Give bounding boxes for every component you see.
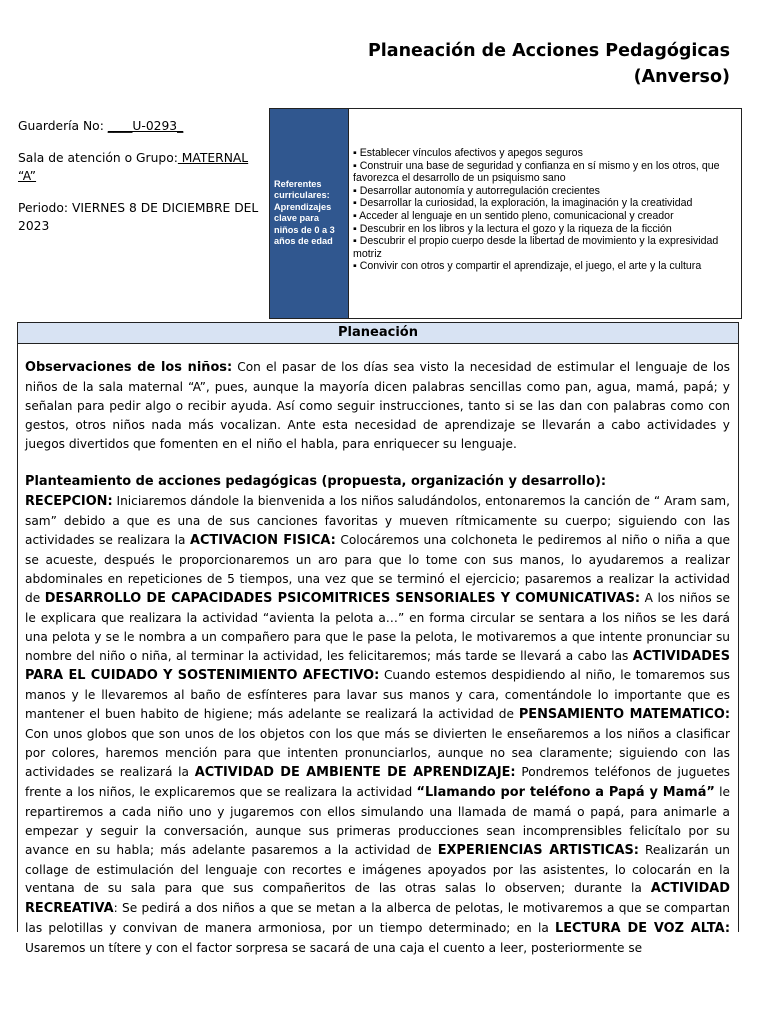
activity-text: Pondremos teléfonos de juguetes frente a los niños, le explicaremos que se realizara la actividad xyxy=(25,765,730,799)
referente-item: ▪ Descubrir en los libros y la lectura el gozo y la riqueza de la ficción xyxy=(353,222,672,235)
planteamiento-label: Planteamiento de acciones pedagógicas (propuesta, organización y desarrollo): xyxy=(25,474,606,490)
referente-item: ▪ Convivir con otros y compartir el aprendizaje, el juego, el arte y la cultura xyxy=(353,260,702,273)
observaciones-paragraph xyxy=(25,358,730,454)
activity-text: Usaremos un títere y con el factor sorpresa se sacará de una caja el cuento a leer, posteriormente se xyxy=(25,941,643,956)
activity-text: A los niños se le explicara que realizara la actividad “avienta la pelota a…” en forma circular se sentara a los niños se les dará una pelota y se le nombra a un compañero para que le pase la pelota, le motivaremos a que intente pronunciar su nombre del niño o niña, al terminar la actividad, les felicitaremos; más tarde se llevará a cabo las xyxy=(25,590,730,663)
sala-label: Sala de atención o Grupo: xyxy=(18,151,178,165)
guarderia-value: ____U-0293_ xyxy=(107,119,184,133)
activity-label: ACTIVACION FISICA: xyxy=(189,533,336,549)
planeacion-section xyxy=(17,322,739,956)
referente-item: ▪ Acceder al lenguaje en un sentido pleno, comunicacional y creador xyxy=(353,209,674,222)
activity-text: Colocáremos una colchoneta le pediremos al niño o niña a que se acueste, después le proporcionaremos un aro para que lo tome con sus manos, lo ayudaremos a realizar abdominales en repeticiones de 5 tiempos, una vez que se terminó el ejercicio; pasaremos a realizar la actividad de xyxy=(25,533,731,605)
observaciones-text: Con el pasar de los días sea visto la necesidad de estimular el lenguaje de los niños de la sala maternal “A”, pues, aunque la mayoría dicen palabras sencillas como pan, agua, mamá, papá; y señalan para pedir algo o recibir ayuda. Así como seguir instrucciones, tanto si se las dan con palabras como con gestos, otros niños nada más vocalizan. Ante esta necesidad de aprendizaje se llevarán a cabo actividades y juegos divertidos que fomenten en el niño el habla, para enriquecer su lenguaje. xyxy=(25,360,731,451)
page-title xyxy=(368,38,730,90)
activity-label: EXPERIENCIAS ARTISTICAS: xyxy=(437,842,639,858)
title-line-2: (Anverso) xyxy=(633,67,730,87)
guarderia-line xyxy=(18,117,268,135)
activity-label: ACTIVIDADES PARA EL CUIDADO Y SOSTENIMIENTO AFECTIVO: xyxy=(25,648,730,684)
planeacion-body xyxy=(18,344,738,958)
referentes-label: Referentes curriculares: Aprendizajes clave para niños de 0 a 3 años de edad xyxy=(270,109,349,318)
sala-value: MATERNAL “A” xyxy=(18,151,249,183)
periodo-value: VIERNES 8 DE DICIEMBRE DEL 2023 xyxy=(18,201,259,233)
planteamiento-paragraph xyxy=(25,492,730,958)
referentes-list xyxy=(349,109,741,318)
referente-item: ▪ Establecer vínculos afectivos y apegos seguros xyxy=(353,147,583,159)
title-line-1: Planeación de Acciones Pedagógicas xyxy=(367,41,730,61)
activity-text: Con unos globos que son unos de los objetos con los que más se divierten le enseñaremos a los niños a clasificar por colores, haremos mención para que intenten pronunciarlos, aunque no sea claramente; siguiendo con las actividades se realizará la xyxy=(25,727,730,780)
activity-label: LECTURA DE VOZ ALTA: xyxy=(555,921,730,937)
referentes-box xyxy=(269,108,742,319)
activity-label: DESARROLLO DE CAPACIDADES PSICOMITRICES SENSORIALES Y COMUNICATIVAS: xyxy=(44,590,641,606)
activity-text: Realizarán un collage de estimulación del lenguaje con recortes e imágenes apoyados por las asistentes, lo colocarán en la ventana de su sala para que sus compañeritos de las otras salas lo observen; durante la xyxy=(25,842,731,896)
referente-item: ▪ Desarrollar la curiosidad, la exploración, la imaginación y la creatividad xyxy=(353,197,693,210)
info-block xyxy=(18,117,268,235)
activity-text: : Se pedirá a dos niños a que se metan a la alberca de pelotas, le motivaremos a que se compartan las pelotillas y convivan de manera armoniosa, por un tiempo determinado; en la xyxy=(25,901,730,936)
sala-line xyxy=(18,149,268,185)
referente-item: ▪ Construir una base de seguridad y confianza en sí mismo y en los otros, que favorezca el desarrollo de un psiquismo sano xyxy=(353,159,720,185)
periodo-line xyxy=(18,199,268,235)
referente-item: ▪ Descubrir el propio cuerpo desde la libertad de movimiento y la expresividad motriz xyxy=(353,235,719,260)
activity-label: ACTIVIDAD DE AMBIENTE DE APRENDIZAJE: xyxy=(194,765,516,781)
activity-text: Cuando estemos despidiendo al niño, le tomaremos sus manos y le llevaremos al baño de esfínteres para lavar sus manos y cara, comentándole lo importante que es mantener el buen habito de higiene; más adelante se realizará la actividad de xyxy=(25,668,730,722)
referente-item: ▪ Desarrollar autonomía y autorregulación crecientes xyxy=(353,184,600,197)
planeacion-heading: Planeación xyxy=(18,323,738,344)
guarderia-label: Guardería No: xyxy=(18,119,104,133)
observaciones-label: Observaciones de los niños: xyxy=(25,360,233,375)
activity-text: Iniciaremos dándole la bienvenida a los niños saludándolos, entonaremos la canción de “ Aram sam, sam” debido a que es una de sus canciones favoritas y mueven rítmicamente su cuerpo; siguiendo con las actividades se realizara la xyxy=(25,494,730,548)
activity-text: le repartiremos a cada niño uno y jugaremos con ellos simulando una llamada de mamá o papá, para animarle a empezar y seguir la conversación, aunque sus primeras producciones sean incomprensibles felicítalo por su avance en su habla; más adelante pasaremos a la actividad de xyxy=(25,784,730,857)
periodo-label: Periodo: xyxy=(18,201,69,215)
activity-label: RECEPCION: xyxy=(25,494,113,510)
activity-label: ACTIVIDAD RECREATIVA xyxy=(25,881,730,917)
activity-label: PENSAMIENTO MATEMATICO: xyxy=(518,707,730,723)
activity-label: “Llamando por teléfono a Papá y Mamá” xyxy=(416,784,715,800)
